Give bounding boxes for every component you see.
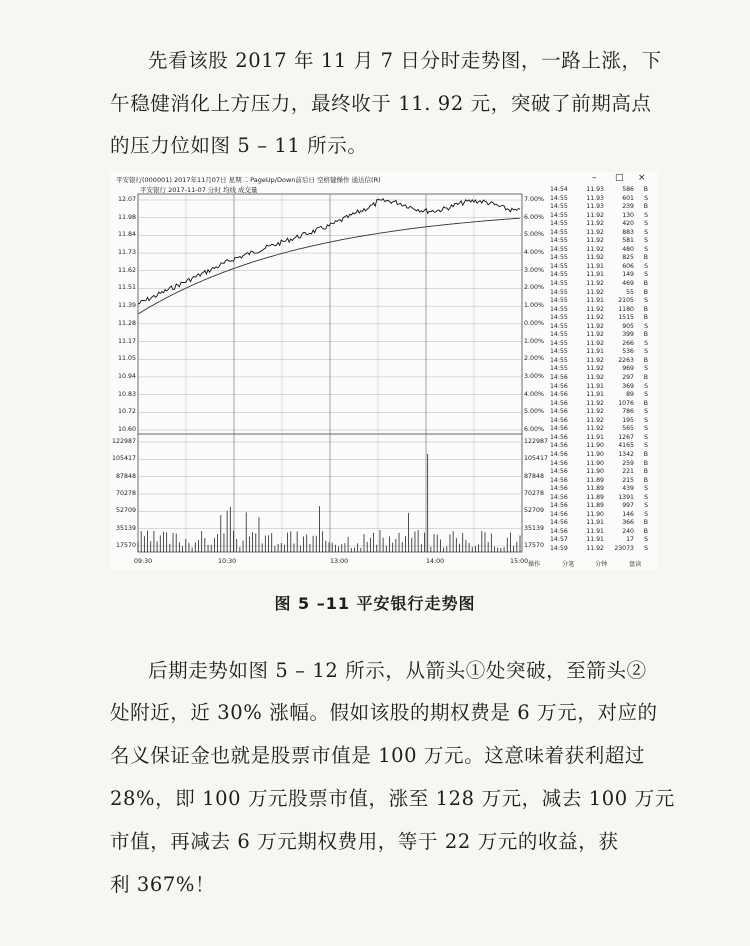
time-tick-label: 14:00 <box>426 558 445 565</box>
trade-volume: 55 <box>626 288 634 296</box>
percent-tick-label: 4.00% <box>524 249 545 257</box>
trade-price: 11.92 <box>586 245 604 253</box>
trade-direction: B <box>643 305 648 313</box>
trade-row <box>550 220 650 229</box>
trade-direction: B <box>643 399 648 407</box>
trade-time: 14:56 <box>550 442 568 450</box>
trade-time: 14:55 <box>550 348 568 356</box>
trade-row <box>550 528 650 537</box>
trade-volume: 997 <box>622 502 634 510</box>
trade-volume: 1267 <box>618 433 634 441</box>
volume-tick-label-right: 122987 <box>524 438 549 445</box>
price-tick-label: 11.39 <box>117 302 136 310</box>
trade-price: 11.92 <box>586 288 604 296</box>
trade-time: 14:55 <box>550 356 568 364</box>
trade-price: 11.90 <box>586 459 604 467</box>
trade-row <box>550 391 650 400</box>
trade-direction: B <box>643 374 648 382</box>
trade-time: 14:55 <box>550 220 568 228</box>
volume-tick-label: 17570 <box>115 542 136 549</box>
trade-direction: S <box>644 536 648 544</box>
trade-row <box>550 348 650 357</box>
trade-row <box>550 545 650 554</box>
trade-price: 11.89 <box>586 493 604 501</box>
trade-row <box>550 306 650 315</box>
trade-row <box>550 434 650 443</box>
trade-time: 14:56 <box>550 493 568 501</box>
trade-direction: B <box>643 459 648 467</box>
trade-row <box>550 417 650 426</box>
trade-time: 14:55 <box>550 322 568 330</box>
percent-tick-label: 6.00% <box>524 426 545 433</box>
trade-volume: 786 <box>622 408 634 416</box>
trade-price: 11.92 <box>586 416 604 424</box>
trade-row <box>550 477 650 486</box>
trade-row <box>550 511 650 520</box>
trade-volume: 366 <box>622 519 634 527</box>
trade-price: 11.91 <box>586 391 604 399</box>
trade-row <box>550 289 650 298</box>
para2-line-4: 28%，即 100 万元股票市值，涨至 128 万元，减去 100 万元 <box>110 787 675 810</box>
trade-volume: 1391 <box>618 493 634 501</box>
trade-price: 11.91 <box>586 271 604 279</box>
trade-price: 11.92 <box>586 314 604 322</box>
trade-volume: 469 <box>622 280 634 288</box>
trade-time: 14:56 <box>550 399 568 407</box>
percent-tick-label: 6.00% <box>524 213 545 221</box>
trade-time: 14:55 <box>550 288 568 296</box>
trade-price: 11.92 <box>586 322 604 330</box>
trade-row <box>550 314 650 323</box>
trade-volume: 2105 <box>618 297 634 305</box>
trade-time: 14:56 <box>550 527 568 535</box>
trade-direction: B <box>643 186 648 193</box>
trade-row <box>550 186 650 195</box>
trade-direction: S <box>644 433 648 441</box>
trade-direction: S <box>644 425 648 433</box>
tab-operate[interactable]: 操作 <box>528 561 541 568</box>
trade-price: 11.92 <box>586 339 604 347</box>
para2-line-3: 名义保证金也就是股票市值是 100 万元。这意味着获利超过 <box>110 744 646 767</box>
trade-row <box>550 374 650 383</box>
trade-direction: B <box>643 314 648 322</box>
trade-time: 14:56 <box>550 468 568 476</box>
trade-time: 14:56 <box>550 433 568 441</box>
volume-tick-label-right: 35139 <box>524 524 545 532</box>
trade-volume: 215 <box>622 476 634 484</box>
trade-volume: 239 <box>622 203 634 211</box>
trade-direction: S <box>644 220 648 228</box>
trade-volume: 420 <box>622 220 634 228</box>
trade-price: 11.93 <box>586 203 604 211</box>
trade-direction: B <box>643 468 648 476</box>
trade-volume: 221 <box>622 468 634 476</box>
trade-row <box>550 246 650 255</box>
trade-time: 14:55 <box>550 339 568 347</box>
trade-volume: 586 <box>622 186 634 193</box>
price-tick-label: 11.17 <box>117 337 136 345</box>
trade-price: 11.91 <box>586 262 604 270</box>
trade-row <box>550 357 650 366</box>
volume-tick-label-right: 105417 <box>524 455 549 463</box>
para1-line-1: 先看该股 2017 年 11 月 7 日分时走势图，一路上涨，下 <box>148 49 662 72</box>
trade-time: 14:55 <box>550 314 568 322</box>
trade-direction: S <box>644 262 648 270</box>
trade-row <box>550 536 650 545</box>
close-button[interactable]: × <box>638 173 646 183</box>
trade-time: 14:56 <box>550 408 568 416</box>
trade-time: 14:56 <box>550 502 568 510</box>
trade-time: 14:55 <box>550 297 568 305</box>
intraday-chart-screenshot <box>110 172 658 570</box>
trade-volume: 4165 <box>618 442 634 450</box>
trade-time: 14:55 <box>550 254 568 262</box>
trade-volume: 439 <box>622 485 634 493</box>
trade-time: 14:56 <box>550 425 568 433</box>
trade-price: 11.92 <box>586 356 604 364</box>
trade-volume: 149 <box>622 271 634 279</box>
trade-volume: 536 <box>622 348 634 356</box>
trade-row <box>550 519 650 528</box>
trade-direction: S <box>644 391 648 399</box>
trade-direction: B <box>643 356 648 364</box>
trade-row <box>550 383 650 392</box>
trade-direction: S <box>644 502 648 510</box>
figure-caption: 图 5 –11 平安银行走势图 <box>274 594 476 613</box>
trade-price: 11.92 <box>586 544 604 552</box>
trade-time: 14:56 <box>550 485 568 493</box>
maximize-button[interactable]: □ <box>615 173 624 183</box>
trade-volume: 17 <box>626 536 634 544</box>
trade-row <box>550 451 650 460</box>
trade-time: 14:55 <box>550 228 568 236</box>
price-tick-label: 12.07 <box>117 196 136 203</box>
para2-line-2: 处附近，近 30% 涨幅。假如该股的期权费是 6 万元，对应的 <box>110 701 658 724</box>
trade-time: 14:56 <box>550 374 568 382</box>
trade-volume: 969 <box>622 365 634 373</box>
trade-time: 14:56 <box>550 519 568 527</box>
trade-price: 11.89 <box>586 485 604 493</box>
trade-row <box>550 323 650 332</box>
trade-price: 11.92 <box>586 237 604 245</box>
trade-time: 14:55 <box>550 305 568 313</box>
trade-direction: B <box>643 280 648 288</box>
trade-direction: S <box>644 348 648 356</box>
trade-volume: 601 <box>622 194 634 202</box>
percent-tick-label: 1.00% <box>524 337 545 345</box>
trade-direction: S <box>644 322 648 330</box>
trade-row <box>550 280 650 289</box>
trade-volume: 1342 <box>618 450 634 458</box>
trade-price: 11.92 <box>586 425 604 433</box>
trade-price: 11.92 <box>586 211 604 219</box>
para2-line-5: 市值，再减去 6 万元期权费用，等于 22 万元的收益，获 <box>110 830 619 853</box>
trade-volume: 1076 <box>618 399 634 407</box>
volume-tick-label-right: 70278 <box>524 490 545 497</box>
time-tick-label: 13:00 <box>330 558 349 565</box>
trade-price: 11.91 <box>586 527 604 535</box>
trade-volume: 606 <box>622 262 634 270</box>
trade-price: 11.91 <box>586 433 604 441</box>
minimize-button[interactable]: – <box>592 173 597 183</box>
trade-time: 14:55 <box>550 211 568 219</box>
tab-minutes[interactable]: 分钟 <box>595 561 608 568</box>
volume-tick-label-right: 52709 <box>524 507 545 515</box>
percent-tick-label: 1.00% <box>524 302 545 310</box>
trade-ticker-list[interactable] <box>550 186 650 554</box>
percent-tick-label: 4.00% <box>524 390 545 398</box>
percent-tick-label: 3.00% <box>524 372 545 380</box>
trade-volume: 2263 <box>618 356 634 364</box>
trade-row <box>550 229 650 238</box>
percent-tick-label: 7.00% <box>524 196 545 203</box>
chart-window-title: 平安银行(000001) 2017年11月07日 星期二 PageUp/Down前后日 空格键操作 通达信(R) <box>116 176 381 184</box>
trade-direction: S <box>644 297 648 305</box>
percent-tick-label: 2.00% <box>524 355 545 363</box>
time-tick-label: 09:30 <box>134 558 153 565</box>
trade-time: 14:57 <box>550 536 568 544</box>
trade-time: 14:56 <box>550 450 568 458</box>
trade-direction: S <box>644 271 648 279</box>
trade-time: 14:55 <box>550 331 568 339</box>
trade-price: 11.89 <box>586 502 604 510</box>
trade-time: 14:56 <box>550 510 568 518</box>
percent-tick-label: 2.00% <box>524 284 545 292</box>
trade-volume: 369 <box>622 382 634 390</box>
trade-volume: 480 <box>622 245 634 253</box>
trade-direction: B <box>643 288 648 296</box>
trade-direction: B <box>643 203 648 211</box>
trade-volume: 259 <box>622 459 634 467</box>
trade-time: 14:55 <box>550 203 568 211</box>
price-tick-label: 11.84 <box>117 231 136 239</box>
volume-tick-label-right: 87848 <box>524 472 545 480</box>
price-tick-label: 10.72 <box>117 408 136 416</box>
volume-tick-label: 52709 <box>115 507 136 515</box>
price-tick-label: 11.51 <box>117 284 136 292</box>
trade-price: 11.92 <box>586 399 604 407</box>
trade-price: 11.92 <box>586 374 604 382</box>
para2-line-6: 利 367%！ <box>110 873 216 896</box>
trade-direction: S <box>644 382 648 390</box>
trade-price: 11.92 <box>586 331 604 339</box>
para1-line-3: 的压力位如图 5 – 11 所示。 <box>110 134 368 157</box>
volume-tick-label: 105417 <box>111 455 136 463</box>
trade-time: 14:55 <box>550 271 568 279</box>
trade-time: 14:56 <box>550 391 568 399</box>
trade-row <box>550 195 650 204</box>
trade-direction: S <box>644 442 648 450</box>
trade-row <box>550 203 650 212</box>
trade-direction: S <box>644 228 648 236</box>
trade-volume: 1180 <box>618 305 634 313</box>
trade-volume: 825 <box>622 254 634 262</box>
trade-price: 11.91 <box>586 297 604 305</box>
trade-direction: B <box>643 519 648 527</box>
price-tick-label: 11.28 <box>117 319 136 327</box>
trade-row <box>550 425 650 434</box>
trade-volume: 89 <box>626 391 634 399</box>
trade-row <box>550 485 650 494</box>
average-price-line <box>138 218 520 314</box>
trade-price: 11.91 <box>586 519 604 527</box>
trade-row <box>550 442 650 451</box>
price-tick-label: 10.83 <box>117 390 136 398</box>
trade-time: 14:55 <box>550 262 568 270</box>
trade-row <box>550 254 650 263</box>
trade-row <box>550 212 650 221</box>
trade-row <box>550 400 650 409</box>
trade-price: 11.93 <box>586 186 604 193</box>
price-tick-label: 11.98 <box>117 213 136 221</box>
trade-row <box>550 460 650 469</box>
percent-tick-label: 5.00% <box>524 231 545 239</box>
trade-price: 11.93 <box>586 194 604 202</box>
trade-price: 11.92 <box>586 228 604 236</box>
trade-price: 11.89 <box>586 476 604 484</box>
percent-tick-label: 0.00% <box>524 319 545 327</box>
trade-volume: 146 <box>622 510 634 518</box>
volume-tick-label: 70278 <box>115 490 136 497</box>
trade-time: 14:56 <box>550 416 568 424</box>
trade-price: 11.91 <box>586 382 604 390</box>
volume-tick-label: 87848 <box>115 472 136 480</box>
time-tick-label: 15:00 <box>510 558 529 565</box>
trade-price: 11.92 <box>586 408 604 416</box>
price-tick-label: 11.73 <box>117 249 136 257</box>
trade-time: 14:55 <box>550 237 568 245</box>
volume-tick-label: 35139 <box>115 524 136 532</box>
trade-time: 14:55 <box>550 365 568 373</box>
trade-price: 11.92 <box>586 220 604 228</box>
trade-row <box>550 340 650 349</box>
trade-price: 11.92 <box>586 305 604 313</box>
trade-price: 11.92 <box>586 365 604 373</box>
trade-row <box>550 502 650 511</box>
percent-tick-label: 5.00% <box>524 408 545 416</box>
trade-price: 11.90 <box>586 468 604 476</box>
trade-direction: S <box>644 485 648 493</box>
price-tick-label: 10.94 <box>117 372 136 380</box>
trade-price: 11.90 <box>586 510 604 518</box>
trade-time: 14:55 <box>550 280 568 288</box>
trade-direction: S <box>644 493 648 501</box>
trade-row <box>550 237 650 246</box>
para1-line-2: 午稳健消化上方压力，最终收于 11. 92 元，突破了前期高点 <box>110 92 652 115</box>
time-tick-label: 10:30 <box>218 558 237 565</box>
para2-line-1: 后期走势如图 5 – 12 所示，从箭头①处突破，至箭头② <box>148 659 647 682</box>
trade-volume: 581 <box>622 237 634 245</box>
trade-row <box>550 297 650 306</box>
trade-price: 11.92 <box>586 254 604 262</box>
trade-time: 14:54 <box>550 186 568 193</box>
trade-price: 11.91 <box>586 536 604 544</box>
price-tick-label: 11.62 <box>117 266 136 274</box>
percent-tick-label: 3.00% <box>524 266 545 274</box>
trade-row <box>550 408 650 417</box>
tab-reading[interactable]: 盘读 <box>629 561 642 568</box>
trade-price: 11.90 <box>586 450 604 458</box>
chart-subtitle: 平安银行 2017-11-07 分时 均线 成交量 <box>140 186 258 194</box>
trade-direction: B <box>643 527 648 535</box>
trade-price: 11.91 <box>586 348 604 356</box>
trade-row <box>550 331 650 340</box>
trade-time: 14:55 <box>550 194 568 202</box>
trade-direction: S <box>644 544 648 552</box>
trade-volume: 23073 <box>614 544 634 552</box>
trade-direction: S <box>644 339 648 347</box>
trade-volume: 240 <box>622 527 634 535</box>
trade-volume: 399 <box>622 331 634 339</box>
trade-direction: B <box>643 331 648 339</box>
trade-direction: S <box>644 245 648 253</box>
trade-price: 11.92 <box>586 280 604 288</box>
trade-volume: 297 <box>622 374 634 382</box>
trade-volume: 883 <box>622 228 634 236</box>
trade-volume: 195 <box>622 416 634 424</box>
trade-time: 14:56 <box>550 382 568 390</box>
price-tick-label: 11.05 <box>117 355 136 363</box>
volume-tick-label: 122987 <box>111 438 136 445</box>
trade-direction: S <box>644 194 648 202</box>
trade-volume: 266 <box>622 339 634 347</box>
trade-direction: S <box>644 408 648 416</box>
trade-time: 14:55 <box>550 245 568 253</box>
trade-row <box>550 263 650 272</box>
trade-price: 11.90 <box>586 442 604 450</box>
trade-time: 14:59 <box>550 544 568 552</box>
trade-direction: B <box>643 476 648 484</box>
trade-row <box>550 271 650 280</box>
trade-row <box>550 365 650 374</box>
trade-time: 14:56 <box>550 476 568 484</box>
trade-direction: S <box>644 237 648 245</box>
trade-row <box>550 494 650 503</box>
volume-tick-label-right: 17570 <box>524 542 545 549</box>
price-tick-label: 10.60 <box>117 426 136 433</box>
trade-direction: S <box>644 365 648 373</box>
trade-direction: S <box>644 416 648 424</box>
trade-direction: B <box>643 254 648 262</box>
trade-direction: S <box>644 510 648 518</box>
tab-ticks[interactable]: 分笔 <box>562 561 575 568</box>
price-line <box>138 199 520 304</box>
trade-volume: 565 <box>622 425 634 433</box>
trade-volume: 1515 <box>618 314 634 322</box>
trade-volume: 130 <box>622 211 634 219</box>
trade-row <box>550 468 650 477</box>
trade-direction: B <box>643 450 648 458</box>
trade-volume: 905 <box>622 322 634 330</box>
trade-direction: S <box>644 211 648 219</box>
trade-time: 14:56 <box>550 459 568 467</box>
